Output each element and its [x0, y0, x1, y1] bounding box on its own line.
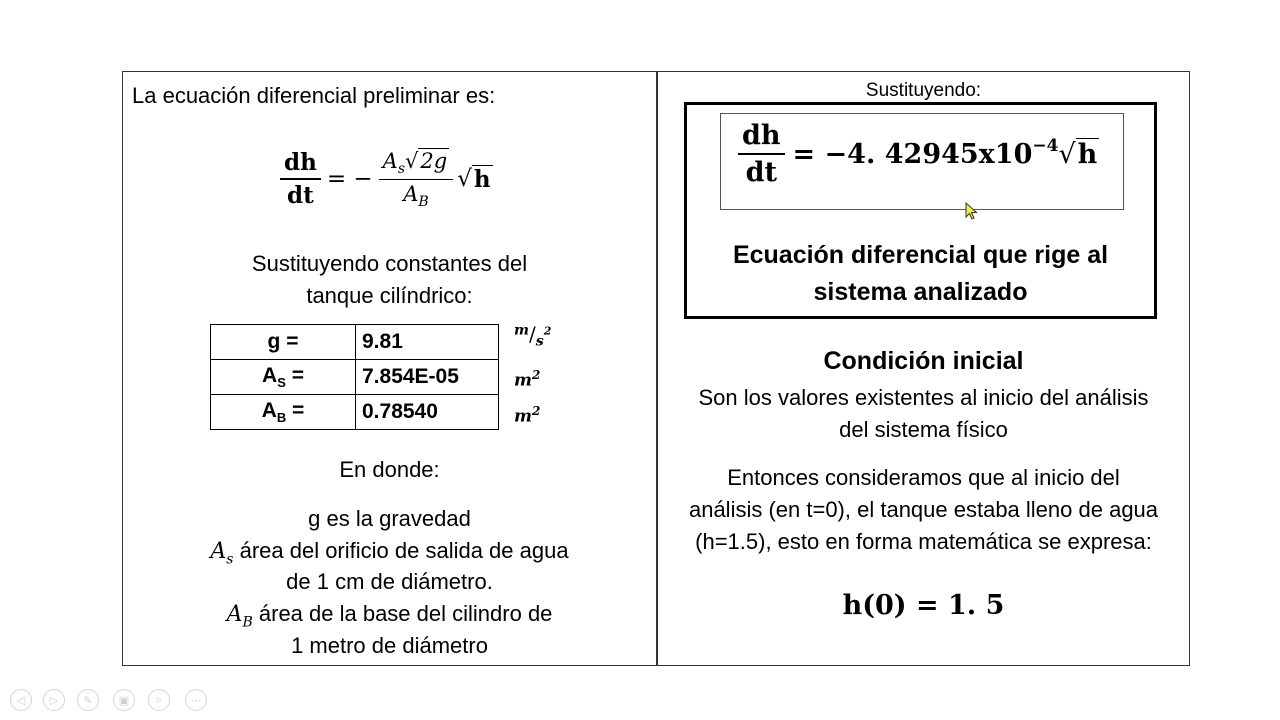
table-row [211, 395, 499, 430]
cond-title: Condición inicial [823, 347, 1024, 375]
eq1-sqrt-2g: 2g [420, 149, 448, 173]
eq2-sqrt-h: h [1077, 139, 1098, 170]
subst-line-2: tanque cilíndrico: [306, 283, 473, 308]
table-row [211, 360, 499, 395]
const-label-ab [211, 395, 356, 430]
eq1-ab-symbol: A [403, 182, 419, 207]
const-label-as [211, 360, 356, 395]
ab-label-tail: = [286, 398, 305, 422]
eq2-lhs-fraction [738, 120, 785, 188]
const-label-g: g = [211, 325, 356, 360]
sustituyendo-label: Sustituyendo: [865, 80, 982, 101]
eq1-rhs-num: $A_s√2g$ [379, 148, 454, 180]
eq1-rhs-fraction [379, 148, 454, 210]
as-label-tail: = [285, 363, 304, 387]
as-label-sub: S [277, 375, 286, 391]
box-caption-1: Ecuación diferencial que rige al [732, 241, 1109, 269]
def-as-text: área del orificio de salida de agua [233, 538, 569, 563]
table-row [211, 325, 499, 360]
mouse-cursor-icon [965, 202, 979, 222]
def-ab-text: área de la base del cilindro de [252, 601, 553, 626]
eq2-exponent: −4 [1032, 136, 1059, 156]
next-icon[interactable]: ▷ [43, 689, 65, 711]
def-as-line2: de 1 cm de diámetro. [286, 569, 493, 594]
slides-icon[interactable]: ▣ [113, 689, 135, 711]
unit-as [514, 368, 540, 391]
eq1-lhs-num: dh [280, 149, 321, 180]
def-g: g es la gravedad [308, 506, 471, 531]
cond-line-1: Son los valores existentes al inicio del análisis [698, 385, 1149, 410]
eq1-lhs-den: dt [287, 182, 314, 210]
unit-g-exp: 2 [543, 324, 552, 338]
more-icon[interactable]: ⋯ [185, 689, 207, 711]
subst-line-1: Sustituyendo constantes del [251, 251, 528, 276]
zoom-icon[interactable]: ⌕ [148, 689, 170, 711]
en-donde: En donde: [339, 457, 440, 482]
const-value-ab: 0.78540 [356, 395, 499, 430]
def-ab-sub: B [242, 614, 253, 631]
unit-g-den: s [535, 333, 544, 350]
def-ab-line2: 1 metro de diámetro [291, 633, 488, 658]
eq2-rhs: = −4. 42945x10 [792, 138, 1033, 170]
as-label-main: A [262, 363, 278, 387]
eq1-sqrt-h: h [473, 166, 491, 194]
then-line-1: Entonces consideramos que al inicio del [727, 465, 1120, 490]
const-value-g: 9.81 [356, 325, 499, 360]
def-as-symbol: A [210, 539, 227, 564]
eq1-ab-sub: B [418, 194, 429, 211]
constants-table [210, 324, 499, 430]
eq1-lhs-fraction [280, 149, 321, 209]
pen-icon[interactable]: ✎ [77, 689, 99, 711]
eq1-rhs-den [399, 180, 432, 210]
unit-ab-exp: 2 [532, 404, 541, 418]
eq1-as-sub: s [397, 161, 406, 178]
const-value-as: 7.854E-05 [356, 360, 499, 395]
ab-label-sub: B [276, 410, 287, 426]
ab-label-main: A [261, 398, 277, 422]
unit-ab [514, 404, 540, 427]
box-caption-2: sistema analizado [813, 278, 1028, 306]
unit-as-base: m [514, 370, 532, 391]
unit-g: $^m/_s^2$ [514, 322, 552, 350]
def-ab-symbol: A [226, 602, 243, 627]
eq1-as-symbol: A [382, 149, 398, 173]
then-line-3: (h=1.5), esto en forma matemática se expresa: [695, 529, 1152, 554]
unit-as-exp: 2 [532, 368, 541, 382]
unit-ab-base: m [514, 406, 532, 427]
cond-line-2: del sistema físico [839, 417, 1008, 442]
unit-g-num: m [514, 322, 529, 339]
previous-icon[interactable]: ◁ [10, 689, 32, 711]
governing-equation: $\frac{dh}{dt}$ = −4. 42945x10 $^{-4}$ √ h [738, 120, 1099, 188]
def-as-sub: s [226, 551, 234, 568]
eq2-lhs-den: dt [745, 157, 777, 188]
eq1-equals: = − [326, 166, 373, 193]
eq2-lhs-num: dh [738, 120, 785, 155]
initial-condition: h(0) = 1. 5 [842, 590, 1005, 621]
preliminary-equation: $\frac{dh}{dt}$ = − $\frac{A_s√2g}{A_B}$ √ h [280, 148, 493, 210]
then-line-2: análisis (en t=0), el tanque estaba lleno de agua [688, 497, 1159, 522]
intro-text: La ecuación diferencial preliminar es: [132, 83, 496, 108]
